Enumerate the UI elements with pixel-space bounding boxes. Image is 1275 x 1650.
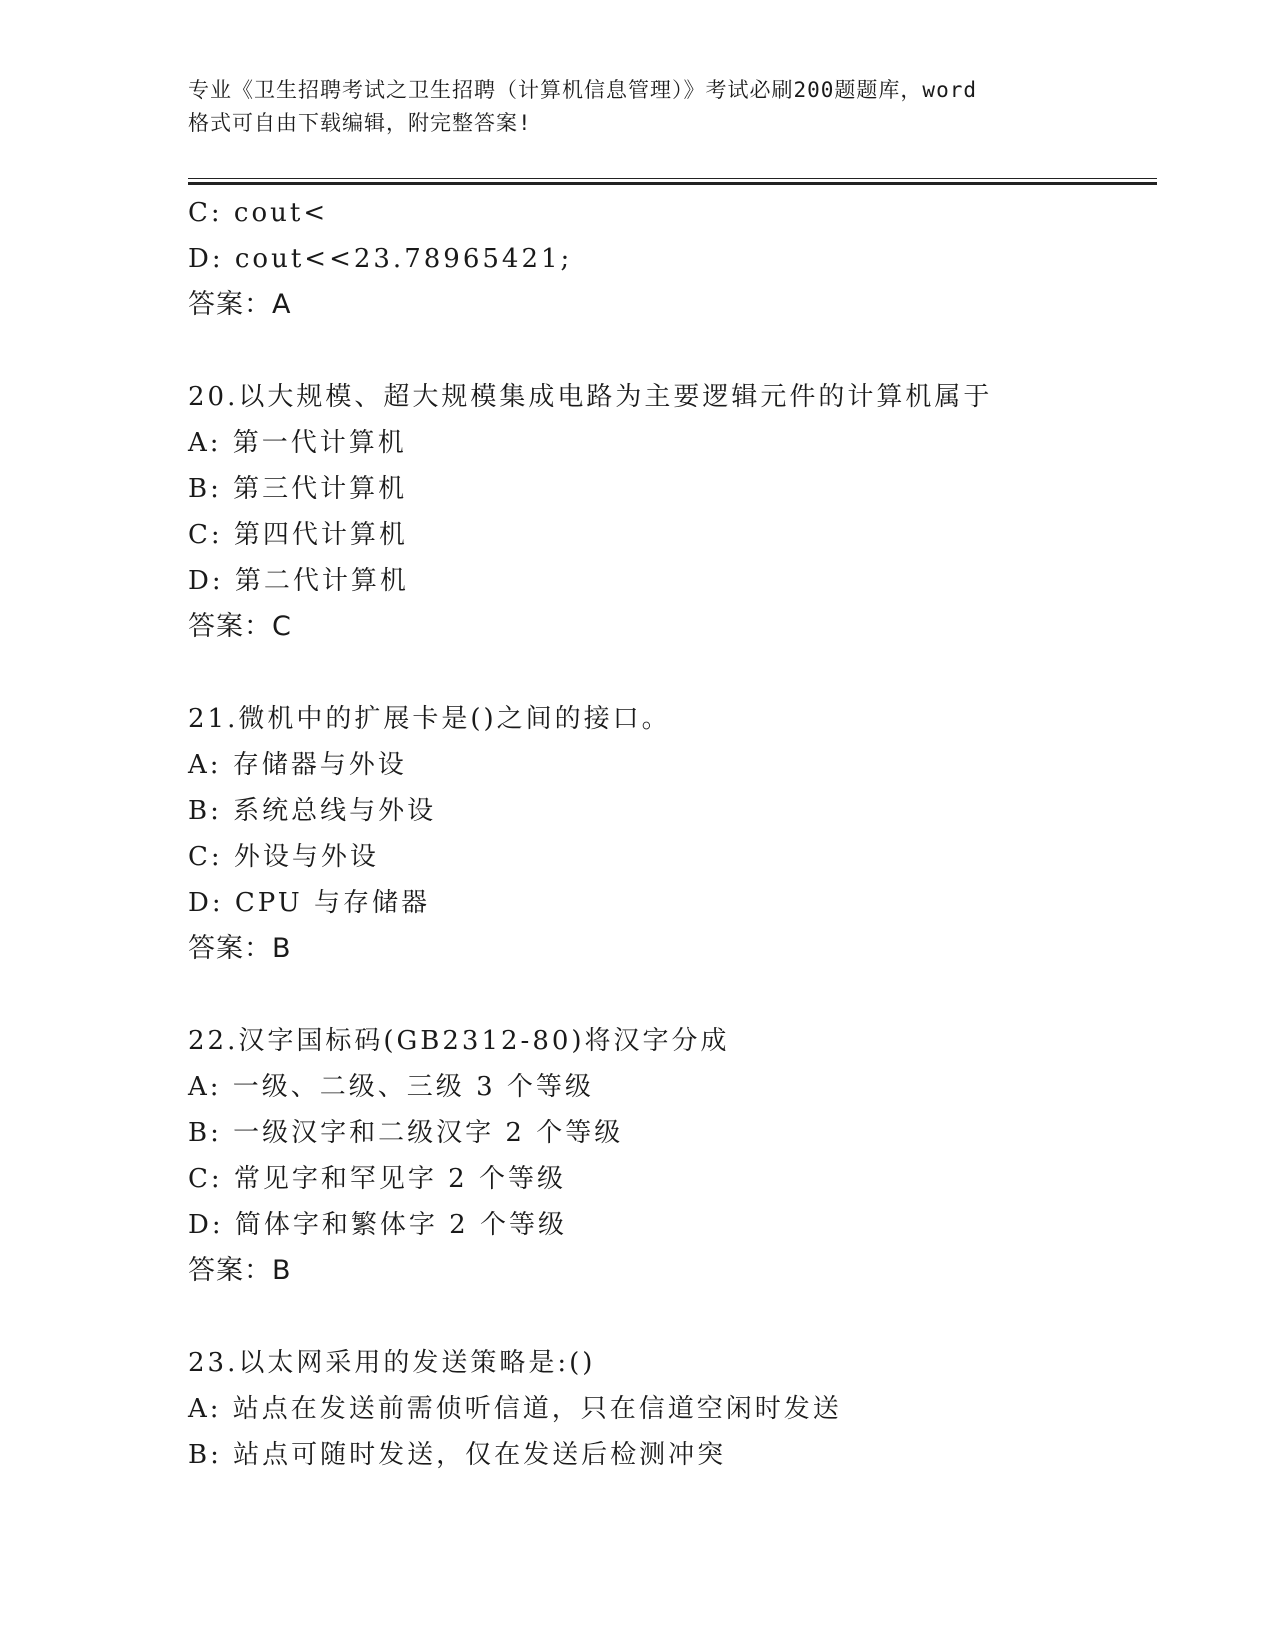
option-a: A: 存储器与外设 <box>188 750 407 780</box>
header-title-line-2: 格式可自由下载编辑，附完整答案! <box>188 111 532 135</box>
header-divider-thin <box>188 178 1157 179</box>
header-divider-thick <box>188 182 1157 185</box>
spacer <box>188 1294 1148 1340</box>
question-stem: 21.微机中的扩展卡是()之间的接口。 <box>188 704 671 734</box>
answer-label: 答案：B <box>188 1255 292 1286</box>
question-block-22 <box>188 1018 1148 1294</box>
option-a: A: 第一代计算机 <box>188 428 407 458</box>
question-block-23 <box>188 1340 1148 1478</box>
header-title-line-1: 专业《卫生招聘考试之卫生招聘（计算机信息管理）》考试必刷200题题库，word <box>188 78 977 102</box>
option-c: C: 外设与外设 <box>188 842 379 872</box>
option-d: D: 简体字和繁体字 2 个等级 <box>188 1210 567 1240</box>
answer-label: 答案：B <box>188 933 292 964</box>
option-b: B: 站点可随时发送，仅在发送后检测冲突 <box>188 1440 727 1470</box>
spacer <box>188 328 1148 374</box>
spacer <box>188 650 1148 696</box>
question-list <box>188 190 1148 1478</box>
option-d: D: cout<<23.78965421; <box>188 244 573 274</box>
spacer <box>188 972 1148 1018</box>
option-d: D: CPU 与存储器 <box>188 888 430 918</box>
question-block-19-partial <box>188 190 1148 328</box>
option-a: A: 站点在发送前需侦听信道，只在信道空闲时发送 <box>188 1394 842 1424</box>
option-c: C: 第四代计算机 <box>188 520 408 550</box>
answer-label: 答案：C <box>188 611 292 642</box>
option-b: B: 第三代计算机 <box>188 474 408 504</box>
question-block-20 <box>188 374 1148 650</box>
document-header <box>188 74 1098 140</box>
question-stem: 23.以太网采用的发送策略是:() <box>188 1348 596 1378</box>
option-b: B: 系统总线与外设 <box>188 796 437 826</box>
option-c: C: 常见字和罕见字 2 个等级 <box>188 1164 566 1194</box>
answer-label: 答案：A <box>188 289 292 320</box>
option-d: D: 第二代计算机 <box>188 566 409 596</box>
question-stem: 22.汉字国标码(GB2312-80)将汉字分成 <box>188 1026 730 1056</box>
question-block-21 <box>188 696 1148 972</box>
option-b: B: 一级汉字和二级汉字 2 个等级 <box>188 1118 624 1148</box>
option-a: A: 一级、二级、三级 3 个等级 <box>188 1072 594 1102</box>
question-stem: 20.以大规模、超大规模集成电路为主要逻辑元件的计算机属于 <box>188 382 993 412</box>
option-c: C: cout< <box>188 198 329 228</box>
